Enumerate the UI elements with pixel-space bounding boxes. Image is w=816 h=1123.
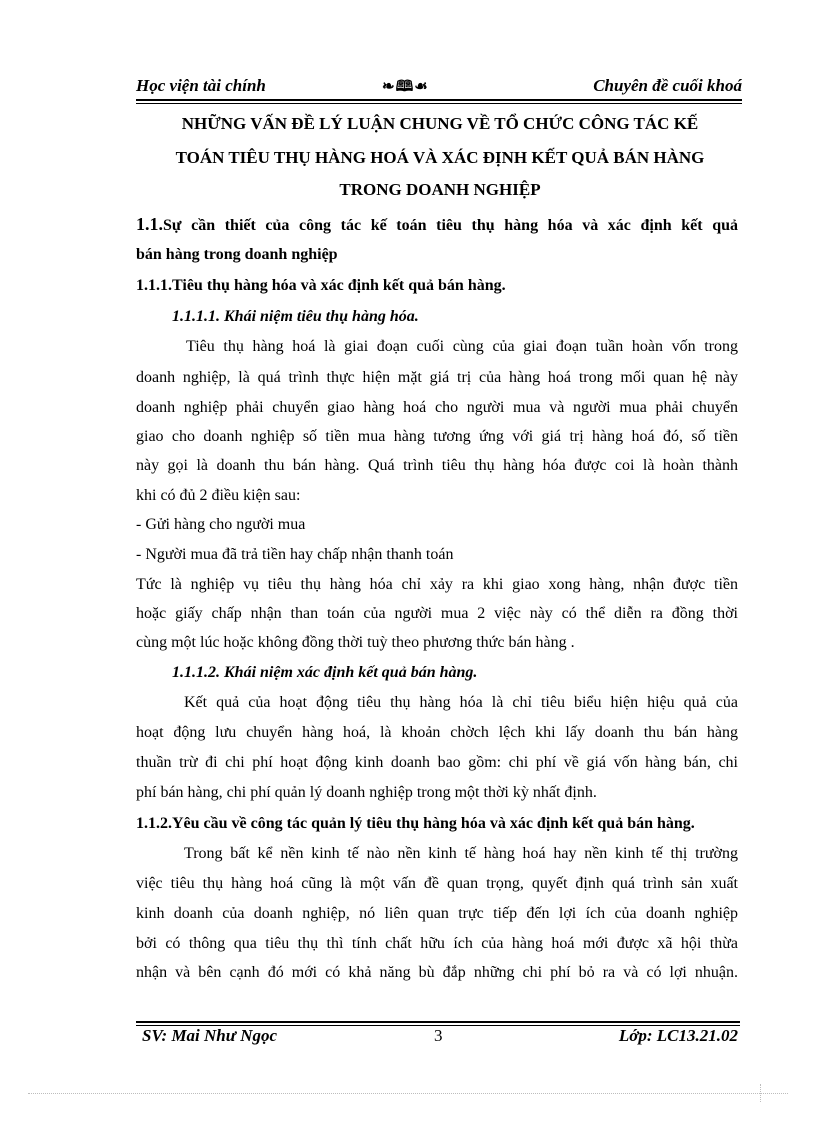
footer-class-code: Lớp: LC13.21.02 [618, 1026, 738, 1045]
page-number: 3 [434, 1026, 443, 1045]
paragraph-line: thuần trừ đi chi phí hoạt động kinh doanh bao gồm: chi phí về giá vốn hàng bán, chi [136, 754, 738, 771]
header-rule [136, 99, 742, 101]
section-1-1-1-2-heading: 1.1.1.2. Khái niệm xác định kết quả bán hàng. [172, 664, 478, 681]
paragraph-line: này gọi là doanh thu bán hàng. Quá trình tiêu thụ hàng hóa được coi là hoàn thành [136, 457, 738, 474]
section-1-1-heading [136, 214, 738, 235]
section-1-1-number: 1.1. [136, 214, 163, 234]
paragraph-line: Tức là nghiệp vụ tiêu thụ hàng hóa chỉ xảy ra khi giao xong hàng, nhận được tiền [136, 576, 738, 593]
paragraph-line: hoặc giấy chấp nhận than toán của người mua 2 việc này có thể diễn ra đồng thời [136, 605, 738, 622]
page-boundary-guide [28, 1093, 788, 1094]
paragraph-line: Trong bất kể nền kinh tế nào nền kinh tế hàng hoá hay nền kinh tế thị trường [184, 845, 738, 862]
paragraph-line: giao cho doanh nghiệp số tiền mua hàng tương ứng với giá trị hàng hoá đó, số tiền [136, 428, 738, 445]
header-report-type: Chuyên đề cuối khoá [593, 76, 742, 95]
header-ornament: ❧🕮☙ [382, 79, 429, 95]
page-footer [136, 1026, 740, 1050]
paragraph-line: doanh nghiệp, là quá trình thực hiện mặt giá trị của hàng hoá trong mối quan hệ này [136, 369, 738, 386]
chapter-title-line-1: NHỮNG VẤN ĐỀ LÝ LUẬN CHUNG VỀ TỔ CHỨC CÔNG TÁC KẾ [181, 114, 699, 133]
paragraph-line: việc tiêu thụ hàng hoá cũng là một vấn đề quan trọng, quyết định quá trình sản xuất [136, 875, 738, 892]
paragraph-line: cùng một lúc hoặc không đồng thời tuỳ theo phương thức bán hàng . [136, 634, 575, 651]
list-item: - Người mua đã trả tiền hay chấp nhận thanh toán [136, 546, 454, 563]
section-1-1-heading-cont: bán hàng trong doanh nghiệp [136, 246, 338, 263]
paragraph-line: phí bán hàng, chi phí quản lý doanh nghiệp trong một thời kỳ nhất định. [136, 784, 597, 801]
paragraph-line: doanh nghiệp phải chuyển giao hàng hoá cho người mua và người mua phải chuyển [136, 399, 738, 416]
chapter-title-line-2: TOÁN TIÊU THỤ HÀNG HOÁ VÀ XÁC ĐỊNH KẾT QUẢ BÁN HÀNG [175, 148, 705, 167]
footer-rule [136, 1021, 740, 1023]
paragraph-line: hoạt động lưu chuyển hàng hoá, là khoản chờch lệch khi lấy doanh thu bán hàng [136, 724, 738, 741]
paragraph-line: Kết quả của hoạt động tiêu thụ hàng hóa là chỉ tiêu biểu hiện hiệu quả của [184, 694, 738, 711]
paragraph-line: Tiêu thụ hàng hoá là giai đoạn cuối cùng của giai đoạn tuần hoàn vốn trong [186, 338, 738, 355]
section-1-1-2-heading: 1.1.2.Yêu cầu về công tác quản lý tiêu thụ hàng hóa và xác định kết quả bán hàng. [136, 815, 695, 832]
chapter-title-line-3: TRONG DOANH NGHIỆP [339, 180, 541, 199]
paragraph-line: kinh doanh của doanh nghiệp, nó liên quan trực tiếp đến lợi ích của doanh nghiệp [136, 905, 738, 922]
section-1-1-title: Sự cần thiết của công tác kế toán tiêu thụ hàng hóa và xác định kết quả [163, 217, 738, 234]
page-corner-guide [760, 1084, 761, 1102]
page-header [136, 76, 742, 100]
section-1-1-1-1-heading: 1.1.1.1. Khái niệm tiêu thụ hàng hóa. [172, 308, 419, 325]
paragraph-line: bởi có thông qua tiêu thụ thì tính chất hữu ích của hàng hoá mới được xã hội thừa [136, 935, 738, 952]
header-institution: Học viện tài chính [136, 76, 266, 95]
paragraph-line: nhận và bên cạnh đó mới có khả năng bù đắp những chi phí bỏ ra và có lợi nhuận. [136, 964, 738, 981]
header-rule-thin [136, 103, 742, 104]
footer-student-name: SV: Mai Như Ngọc [142, 1026, 278, 1045]
list-item: - Gửi hàng cho người mua [136, 516, 306, 533]
paragraph-line: khi có đủ 2 điều kiện sau: [136, 487, 301, 504]
section-1-1-1-heading: 1.1.1.Tiêu thụ hàng hóa và xác định kết quả bán hàng. [136, 277, 506, 294]
